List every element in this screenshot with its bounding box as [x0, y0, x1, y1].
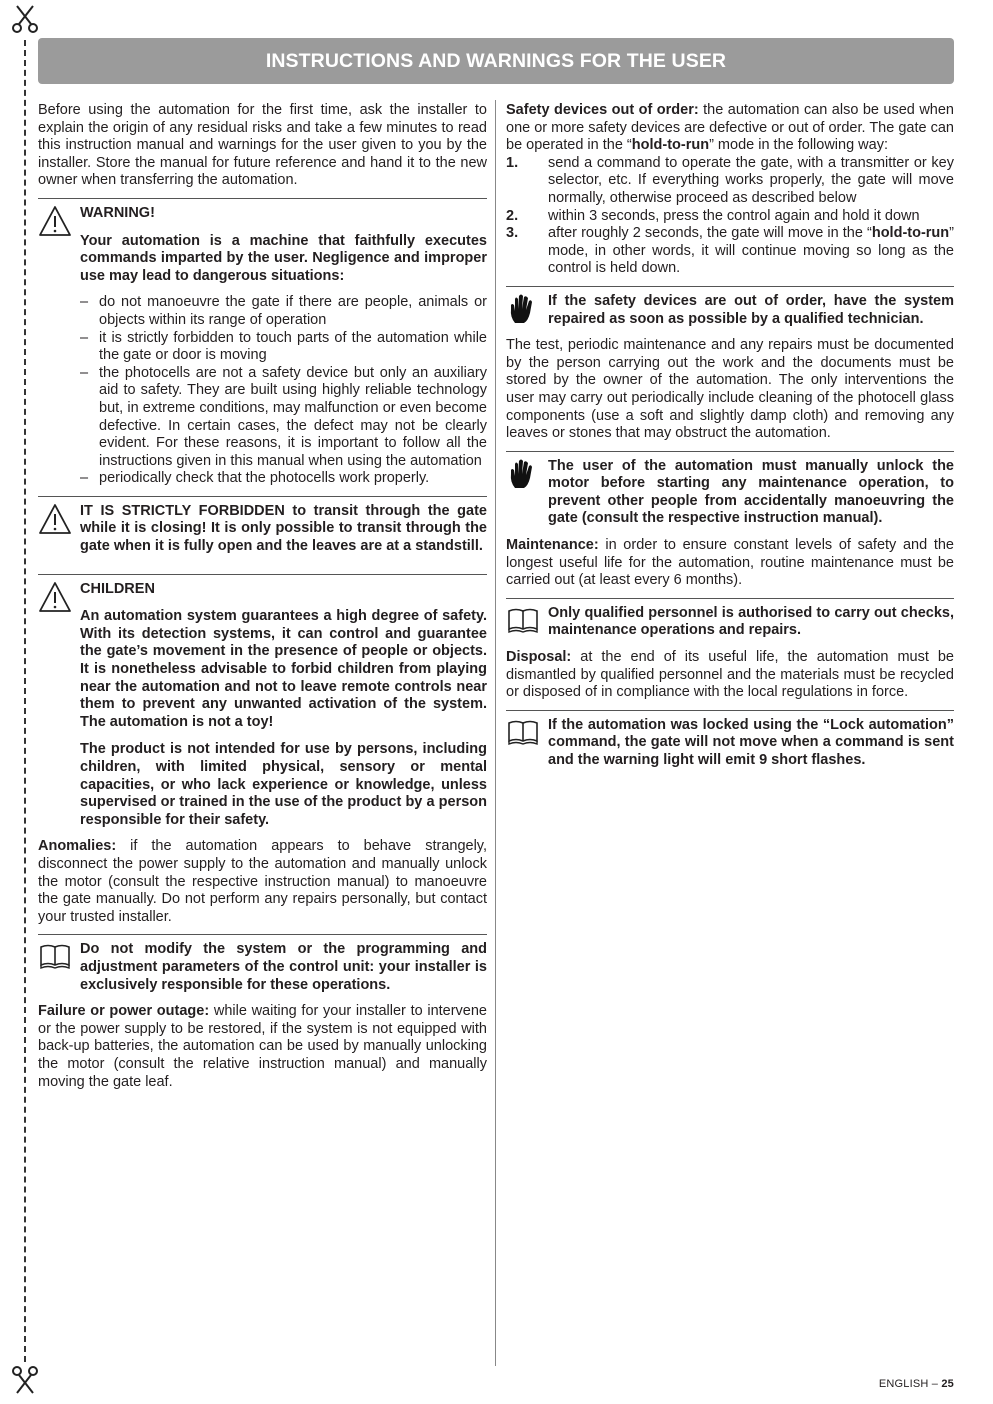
lock-text: If the automation was locked using the “Lock automation” command, the gate will not move when a command is sent and the warning light will emit 9 short flashes.: [548, 716, 954, 768]
qualified-note: [506, 598, 954, 640]
maintenance-intro: The test, periodic maintenance and any repairs must be documented by the person carrying out the work and the documents must be stored by the owner of the automation. The only interventions the user may carry out periodically include cleaning of the photocell glass components (use a soft and slightly damp cloth) and removing any leaves or stones that may obstruct the automation.: [506, 337, 954, 442]
warning-triangle-icon: [38, 205, 72, 237]
failure-paragraph: Failure or power outage: while waiting for your installer to intervene or the power supply to be restored, if the system is not equipped with back-up batteries, the automation can be used by manually unlocking the motor (consult the relative instruction manual) and manually moving the gate leaf.: [38, 1003, 488, 1090]
list-item: 3. after roughly 2 seconds, the gate will move in the “hold-to-run” mode, in other words, it will continue moving so long as the control is held down.: [506, 225, 954, 277]
modify-text: Do not modify the system or the programming and adjustment parameters of the control unit: your installer is exclusively responsible for these operations.: [80, 941, 487, 993]
forbidden-text: IT IS STRICTLY FORBIDDEN to transit through the gate while it is closing! It is only possible to transit through the gate when it is fully open and the leaves are at a standstill.: [80, 502, 487, 555]
list-item: 1. send a command to operate the gate, with a transmitter or key selector, etc. If everything works properly, the gate will move normally, otherwise proceed as described below: [506, 154, 954, 206]
children-heading: CHILDREN: [80, 580, 155, 597]
children-text-1: An automation system guarantees a high degree of safety. With its detection systems, it can control and guarantee the gate’s movement in the presence of people or objects. It is nonetheless advisable to forbid children from playing near the automation and not to leave remote controls near them to prevent any unwanted activation of the system. The automation is not a toy!: [80, 608, 487, 730]
page-number: 25: [941, 1378, 954, 1390]
column-divider: [495, 100, 496, 1366]
anomalies-paragraph: Anomalies: if the automation appears to behave strangely, disconnect the power supply to the automation and manually unlock the motor (consult the respective instruction manual) to manoeuvre the gate manually. Do not perform any repairs personally, but contact your trusted installer.: [38, 838, 487, 925]
open-book-icon: [506, 717, 540, 749]
list-item: 2. within 3 seconds, press the control again and hold it down: [506, 207, 920, 224]
list-item: – the photocells are not a safety device but only an auxiliary aid to safety. They are built using highly reliable technology but, in extreme conditions, may malfunction or even become defective. In certain cases, the defect may not be clearly evident. For these reasons, it is important to follow all the instructions given in this manual when using the automation: [80, 364, 487, 469]
steps-list: [506, 155, 954, 278]
unlock-note: [506, 451, 954, 528]
open-book-icon: [38, 941, 72, 973]
footer-language: ENGLISH –: [878, 1378, 942, 1390]
warning-heading: WARNING!: [80, 204, 155, 221]
warning-triangle-icon: [38, 581, 72, 613]
left-column: [38, 102, 487, 1098]
right-column: [506, 102, 954, 779]
warning-notice: [38, 198, 487, 285]
intro-paragraph: Before using the automation for the first time, ask the installer to explain the origin of any residual risks and take a few minutes to read this instruction manual and warnings for the user given to you by the installer. Store the manual for future reference and hand it to the new owner when transferring the automation.: [38, 102, 487, 189]
page-footer: [879, 1378, 954, 1390]
cut-line: [24, 40, 26, 1362]
repair-text: If the safety devices are out of order, have the system repaired as soon as possible by a qualified technician.: [548, 292, 954, 327]
repair-note: [506, 286, 954, 328]
list-item: – periodically check that the photocells work properly.: [80, 470, 430, 487]
page-title: INSTRUCTIONS AND WARNINGS FOR THE USER: [38, 38, 954, 84]
safety-devices-paragraph: Safety devices out of order: the automation can also be used when one or more safety devices are defective or out of order. The gate can be operated in the “hold-to-run” mode in the following way:: [506, 102, 954, 154]
modify-note: [38, 934, 487, 994]
warning-triangle-icon: [38, 503, 72, 535]
disposal-paragraph: Disposal: at the end of its useful life, the automation must be dismantled by qualified personnel and the materials must be recycled or disposed of in compliance with the local regulations in force.: [506, 649, 954, 701]
warning-list: [38, 294, 487, 488]
open-book-icon: [506, 605, 540, 637]
hand-stop-icon: [506, 458, 540, 490]
children-notice: [38, 574, 487, 830]
warning-text: Your automation is a machine that faithfully executes commands imparted by the user. Negligence and improper use may lead to dangerous situations:: [80, 232, 487, 284]
qualified-text: Only qualified personnel is authorised to carry out checks, maintenance operations and repairs.: [548, 604, 954, 639]
hand-stop-icon: [506, 293, 540, 325]
scissors-icon: [11, 1365, 39, 1395]
children-text-2: The product is not intended for use by persons, including children, with limited physical, sensory or mental capacities, or who lack experience or knowledge, unless supervised or trained in the use of the product by a person responsible for their safety.: [80, 741, 487, 828]
list-item: – it is strictly forbidden to touch parts of the automation while the gate or door is moving: [80, 329, 487, 364]
lock-note: [506, 710, 954, 770]
maintenance-paragraph: Maintenance: in order to ensure constant levels of safety and the longest useful life for the automation, routine maintenance must be carried out (at least every 6 months).: [506, 537, 954, 589]
forbidden-notice: [38, 496, 487, 556]
scissors-icon: [11, 4, 39, 34]
list-item: – do not manoeuvre the gate if there are people, animals or objects within its range of operation: [80, 294, 487, 328]
unlock-text: The user of the automation must manually unlock the motor before starting any maintenance operation, to prevent other people from accidentally manoeuvring the gate (consult the respective instruction manual).: [548, 457, 954, 527]
